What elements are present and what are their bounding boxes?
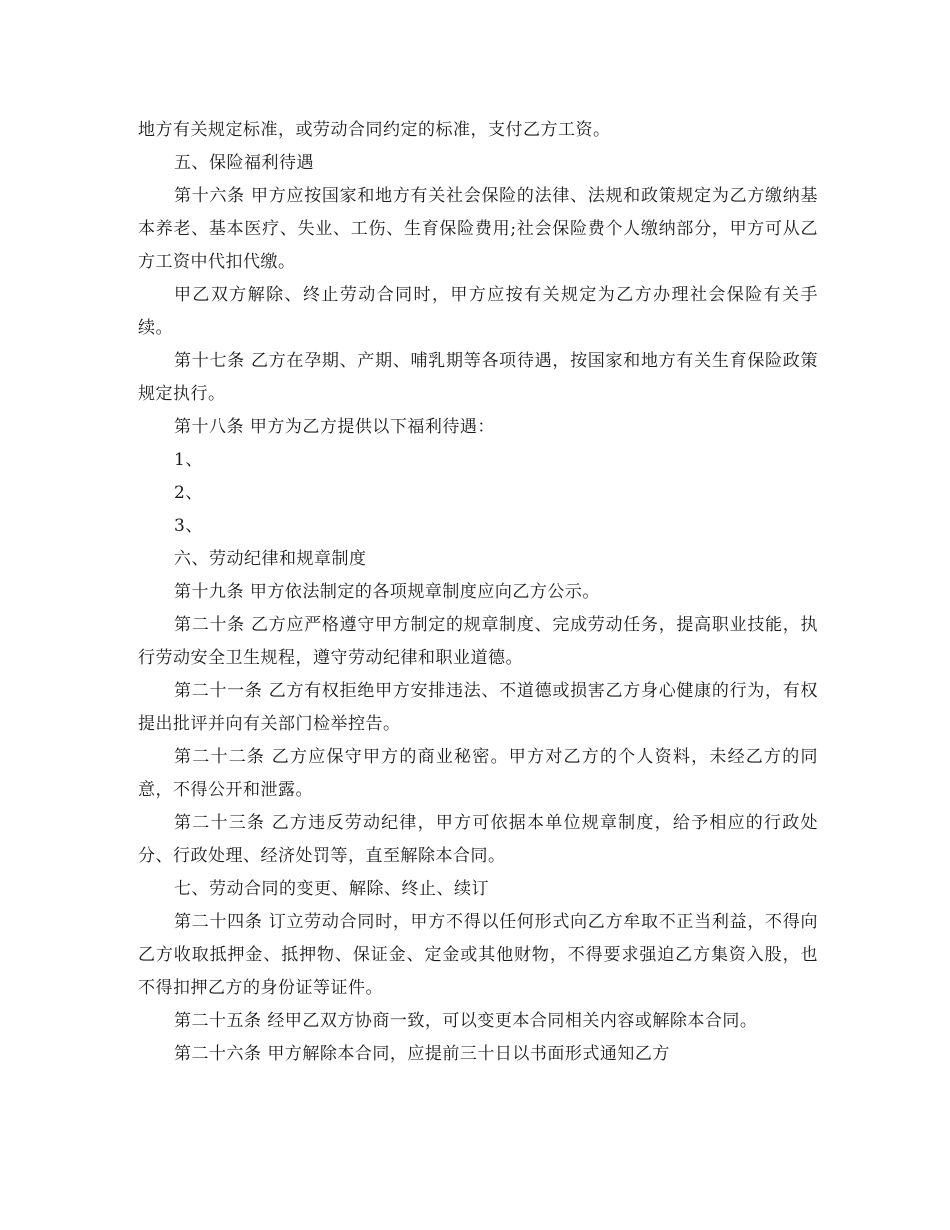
article-22: 第二十二条 乙方应保守甲方的商业秘密。甲方对乙方的个人资料，未经乙方的同意，不得公开和泄露。 [138,747,818,800]
paragraph-termination-insurance: 甲乙双方解除、终止劳动合同时，甲方应按有关规定为乙方办理社会保险有关手续。 [138,285,818,338]
article-17: 第十七条 乙方在孕期、产期、哺乳期等各项待遇，按国家和地方有关生育保险政策规定执行。 [138,351,818,404]
article-26: 第二十六条 甲方解除本合同，应提前三十日以书面形式通知乙方 [174,1044,670,1064]
article-18: 第十八条 甲方为乙方提供以下福利待遇： [174,417,495,437]
section-heading-contract-changes: 七、劳动合同的变更、解除、终止、续订 [174,879,489,899]
article-21: 第二十一条 乙方有权拒绝甲方安排违法、不道德或损害乙方身心健康的行为，有权提出批评并向有关部门检举控告。 [138,681,818,734]
section-heading-insurance: 五、保险福利待遇 [174,153,314,173]
list-item-3: 3、 [174,516,203,536]
article-24: 第二十四条 订立劳动合同时，甲方不得以任何形式向乙方牟取不正当利益，不得向乙方收取抵押金、抵押物、保证金、定金或其他财物，不得要求强迫乙方集资入股，也不得扣押乙方的身份证等证件。 [138,912,818,998]
article-19: 第十九条 甲方依法制定的各项规章制度应向乙方公示。 [174,582,600,602]
section-heading-discipline: 六、劳动纪律和规章制度 [174,549,367,569]
paragraph-continuation: 地方有关规定标准，或劳动合同约定的标准，支付乙方工资。 [138,120,611,140]
article-16: 第十六条 甲方应按国家和地方有关社会保险的法律、法规和政策规定为乙方缴纳基本养老、基本医疗、失业、工伤、生育保险费用;社会保险费个人缴纳部分，甲方可从乙方工资中代扣代缴。 [138,186,818,272]
list-item-2: 2、 [174,483,203,503]
article-23: 第二十三条 乙方违反劳动纪律，甲方可依据本单位规章制度，给予相应的行政处分、行政处理、经济处罚等，直至解除本合同。 [138,813,818,866]
list-item-1: 1、 [174,450,203,470]
article-20: 第二十条 乙方应严格遵守甲方制定的规章制度、完成劳动任务，提高职业技能，执行劳动安全卫生规程，遵守劳动纪律和职业道德。 [138,615,818,668]
document-body [138,114,818,1071]
article-25: 第二十五条 经甲乙双方协商一致，可以变更本合同相关内容或解除本合同。 [174,1011,758,1031]
